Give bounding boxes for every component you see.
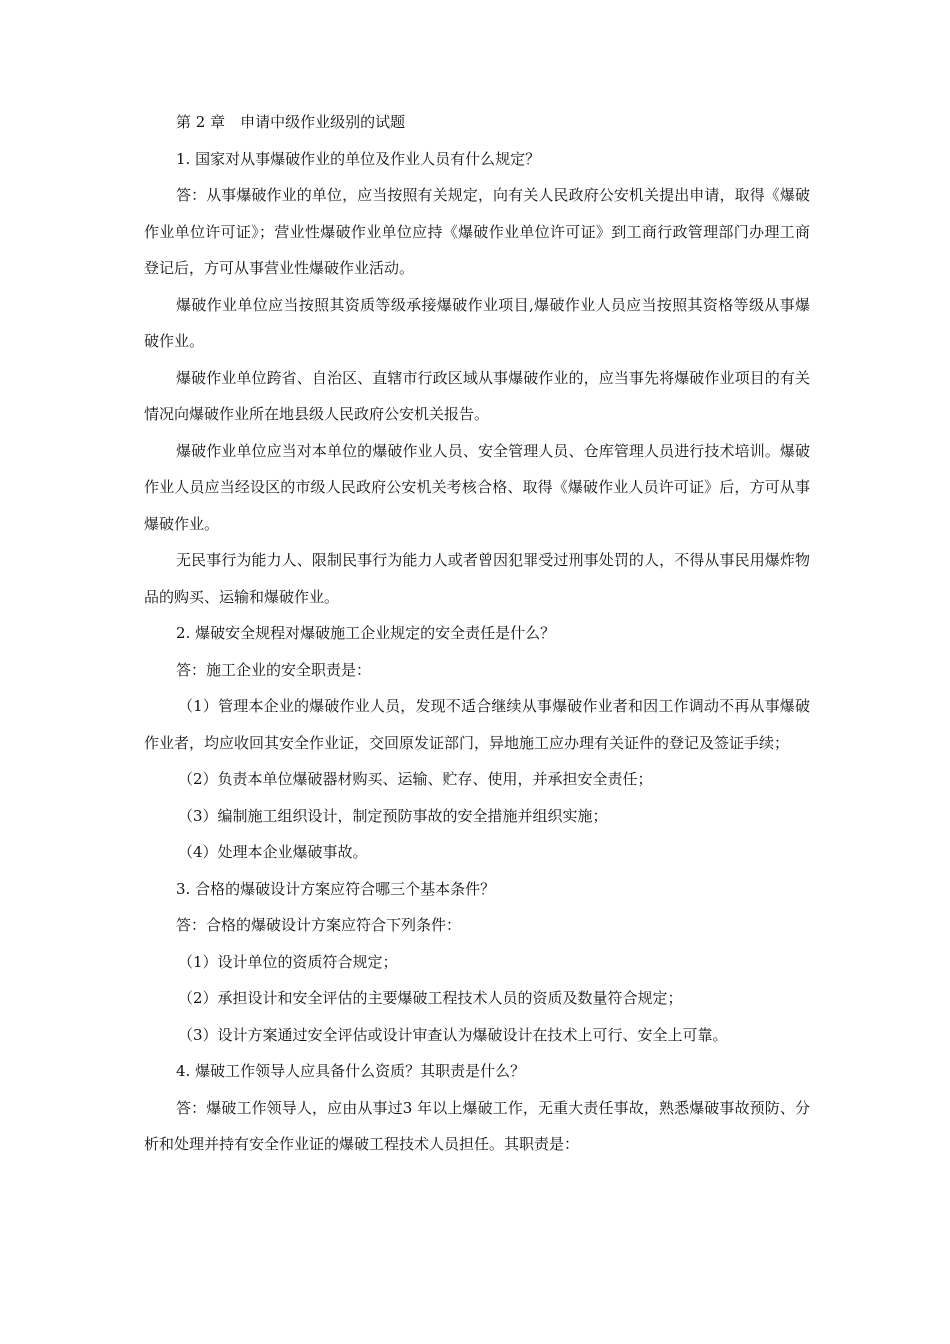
list-item: （2）负责本单位爆破器材购买、运输、贮存、使用，并承担安全责任； [178,770,653,788]
answer-2: 答：施工企业的安全职责是： [176,660,372,679]
chapter-title: 第 2 章 申请中级作业级别的试题 [176,113,406,131]
answer-1: 答：从事爆破作业的单位，应当按照有关规定，向有关人民政府公安机关提出申请，取得《爆破作业单位许可证》；营业性爆破作业单位应持《爆破作业单位许可证》到工商行政管理部门办理工商登记后，方可从事营业性爆破作业活动。 [144,186,810,277]
document-page [144,104,810,1163]
question-1: 1. 国家对从事爆破作业的单位及作业人员有什么规定？ [176,149,541,168]
list-item: （1）设计单位的资质符合规定； [178,952,398,971]
paragraph: 无民事行为能力人、限制民事行为能力人或者曾因犯罪受过刑事处罚的人，不得从事民用爆炸物品的购买、运输和爆破作业。 [144,551,810,606]
list-item: （4）处理本企业爆破事故。 [178,843,368,861]
list-item: （2）承担设计和安全评估的主要爆破工程技术人员的资质及数量符合规定； [178,989,683,1007]
list-item: （3）设计方案通过安全评估或设计审查认为爆破设计在技术上可行、安全上可靠。 [178,1025,728,1044]
list-item: （1）管理本企业的爆破作业人员，发现不适合继续从事爆破作业者和因工作调动不再从事爆破作业者，均应收回其安全作业证，交回原发证部门，异地施工应办理有关证件的登记及签证手续； [144,697,810,752]
question-3: 3. 合格的爆破设计方案应符合哪三个基本条件？ [176,879,496,898]
answer-4: 答：爆破工作领导人，应由从事过3 年以上爆破工作，无重大责任事故，熟悉爆破事故预防、分析和处理并持有安全作业证的爆破工程技术人员担任。其职责是： [144,1098,810,1153]
paragraph: 爆破作业单位跨省、自治区、直辖市行政区域从事爆破作业的，应当事先将爆破作业项目的有关情况向爆破作业所在地县级人民政府公安机关报告。 [144,368,810,423]
paragraph: 爆破作业单位应当对本单位的爆破作业人员、安全管理人员、仓库管理人员进行技术培训。爆破作业人员应当经设区的市级人民政府公安机关考核合格、取得《爆破作业人员许可证》后，方可从事爆破作业。 [144,441,810,533]
paragraph: 爆破作业单位应当按照其资质等级承接爆破作业项目,爆破作业人员应当按照其资格等级从事爆破作业。 [144,295,810,350]
question-2: 2. 爆破安全规程对爆破施工企业规定的安全责任是什么？ [176,624,556,642]
list-item: （3）编制施工组织设计，制定预防事故的安全措施并组织实施； [178,806,608,825]
question-4: 4. 爆破工作领导人应具备什么资质？其职责是什么？ [176,1062,526,1080]
answer-3: 答：合格的爆破设计方案应符合下列条件： [176,916,462,934]
